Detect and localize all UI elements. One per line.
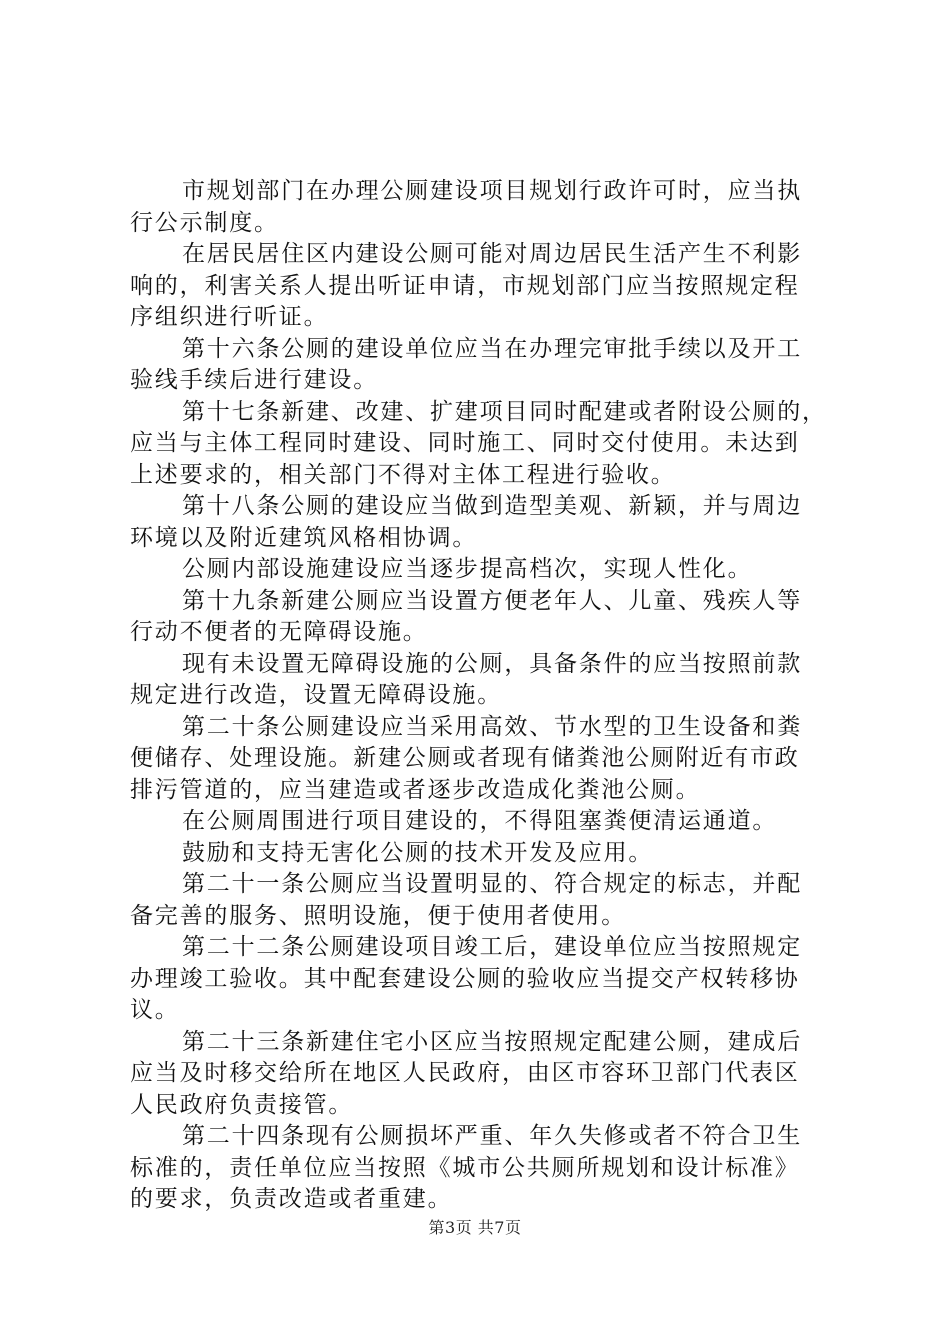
- page-footer: 第3页 共7页: [428, 1218, 522, 1237]
- paragraph-line: 规定进行改造，设置无障碍设施。: [130, 682, 502, 708]
- paragraph: [130, 554, 830, 586]
- paragraph-line: 鼓励和支持无害化公厕的技术开发及应用。: [182, 839, 654, 866]
- paragraph: [130, 649, 830, 712]
- paragraph: [130, 869, 830, 932]
- paragraph-line: 第十七条新建、改建、扩建项目同时配建或者附设公厕的，: [182, 398, 827, 425]
- paragraph-line: 响的，利害关系人提出听证申请，市规划部门应当按照规定程: [130, 272, 800, 299]
- paragraph-line: 应当及时移交给所在地区人民政府，由区市容环卫部门代表区: [130, 1060, 800, 1086]
- paragraph: [130, 397, 830, 492]
- paragraph-line: 的要求，负责改造或者重建。: [130, 1186, 453, 1212]
- paragraph-line: 市规划部门在办理公厕建设项目规划行政许可时，应当执: [182, 178, 802, 204]
- paragraph-line: 议。: [130, 997, 180, 1023]
- paragraph-line: 验线手续后进行建设。: [130, 367, 378, 393]
- paragraph-line: 备完善的服务、照明设施，便于使用者使用。: [130, 902, 626, 929]
- paragraph-line: 现有未设置无障碍设施的公厕，具备条件的应当按照前款: [182, 650, 802, 677]
- paragraph: [130, 806, 830, 838]
- paragraph: [130, 586, 830, 649]
- paragraph-line: 第二十二条公厕建设项目竣工后，建设单位应当按照规定: [182, 934, 802, 960]
- paragraph-list: [130, 176, 830, 1216]
- paragraph-line: 第二十条公厕建设应当采用高效、节水型的卫生设备和粪: [182, 713, 802, 740]
- paragraph-line: 第二十三条新建住宅小区应当按照规定配建公厕，建成后: [182, 1028, 802, 1055]
- paragraph-line: 序组织进行听证。: [130, 304, 329, 330]
- paragraph-line: 第二十一条公厕应当设置明显的、符合规定的标志，并配: [182, 871, 802, 897]
- paragraph-line: 办理竣工验收。其中配套建设公厕的验收应当提交产权转移协: [130, 965, 800, 992]
- paragraph: [130, 491, 830, 554]
- paragraph: [130, 712, 830, 807]
- paragraph-line: 第十六条公厕的建设单位应当在办理完审批手续以及开工: [182, 335, 802, 362]
- paragraph-line: 第十九条新建公厕应当设置方便老年人、儿童、残疾人等: [182, 587, 802, 614]
- paragraph: [130, 334, 830, 397]
- paragraph-line: 行公示制度。: [130, 209, 279, 236]
- paragraph: [130, 1121, 830, 1216]
- paragraph-line: 环境以及附近建筑风格相协调。: [130, 524, 478, 551]
- paragraph-line: 行动不便者的无障碍设施。: [130, 619, 428, 645]
- paragraph-line: 标准的，责任单位应当按照《城市公共厕所规划和设计标准》: [130, 1154, 800, 1181]
- paragraph-line: 便储存、处理设施。新建公厕或者现有储粪池公厕附近有市政: [130, 745, 800, 771]
- paragraph: [130, 1027, 830, 1122]
- paragraph: [130, 932, 830, 1027]
- paragraph-line: 公厕内部设施建设应当逐步提高档次，实现人性化。: [182, 556, 753, 582]
- paragraph-line: 应当与主体工程同时建设、同时施工、同时交付使用。未达到: [130, 430, 800, 456]
- paragraph-line: 排污管道的，应当建造或者逐步改造成化粪池公厕。: [130, 776, 701, 803]
- paragraph-line: 第二十四条现有公厕损坏严重、年久失修或者不符合卫生: [182, 1123, 802, 1149]
- paragraph: [130, 176, 830, 239]
- document-body: [130, 176, 830, 1216]
- paragraph-line: 人民政府负责接管。: [130, 1091, 354, 1118]
- paragraph: [130, 838, 830, 870]
- paragraph-line: 在居民居住区内建设公厕可能对周边居民生活产生不利影: [182, 241, 802, 267]
- paragraph-line: 在公厕周围进行项目建设的，不得阻塞粪便清运通道。: [182, 808, 778, 834]
- paragraph-line: 第十八条公厕的建设应当做到造型美观、新颖，并与周边: [182, 493, 802, 519]
- paragraph-line: 上述要求的，相关部门不得对主体工程进行验收。: [130, 461, 676, 488]
- paragraph: [130, 239, 830, 334]
